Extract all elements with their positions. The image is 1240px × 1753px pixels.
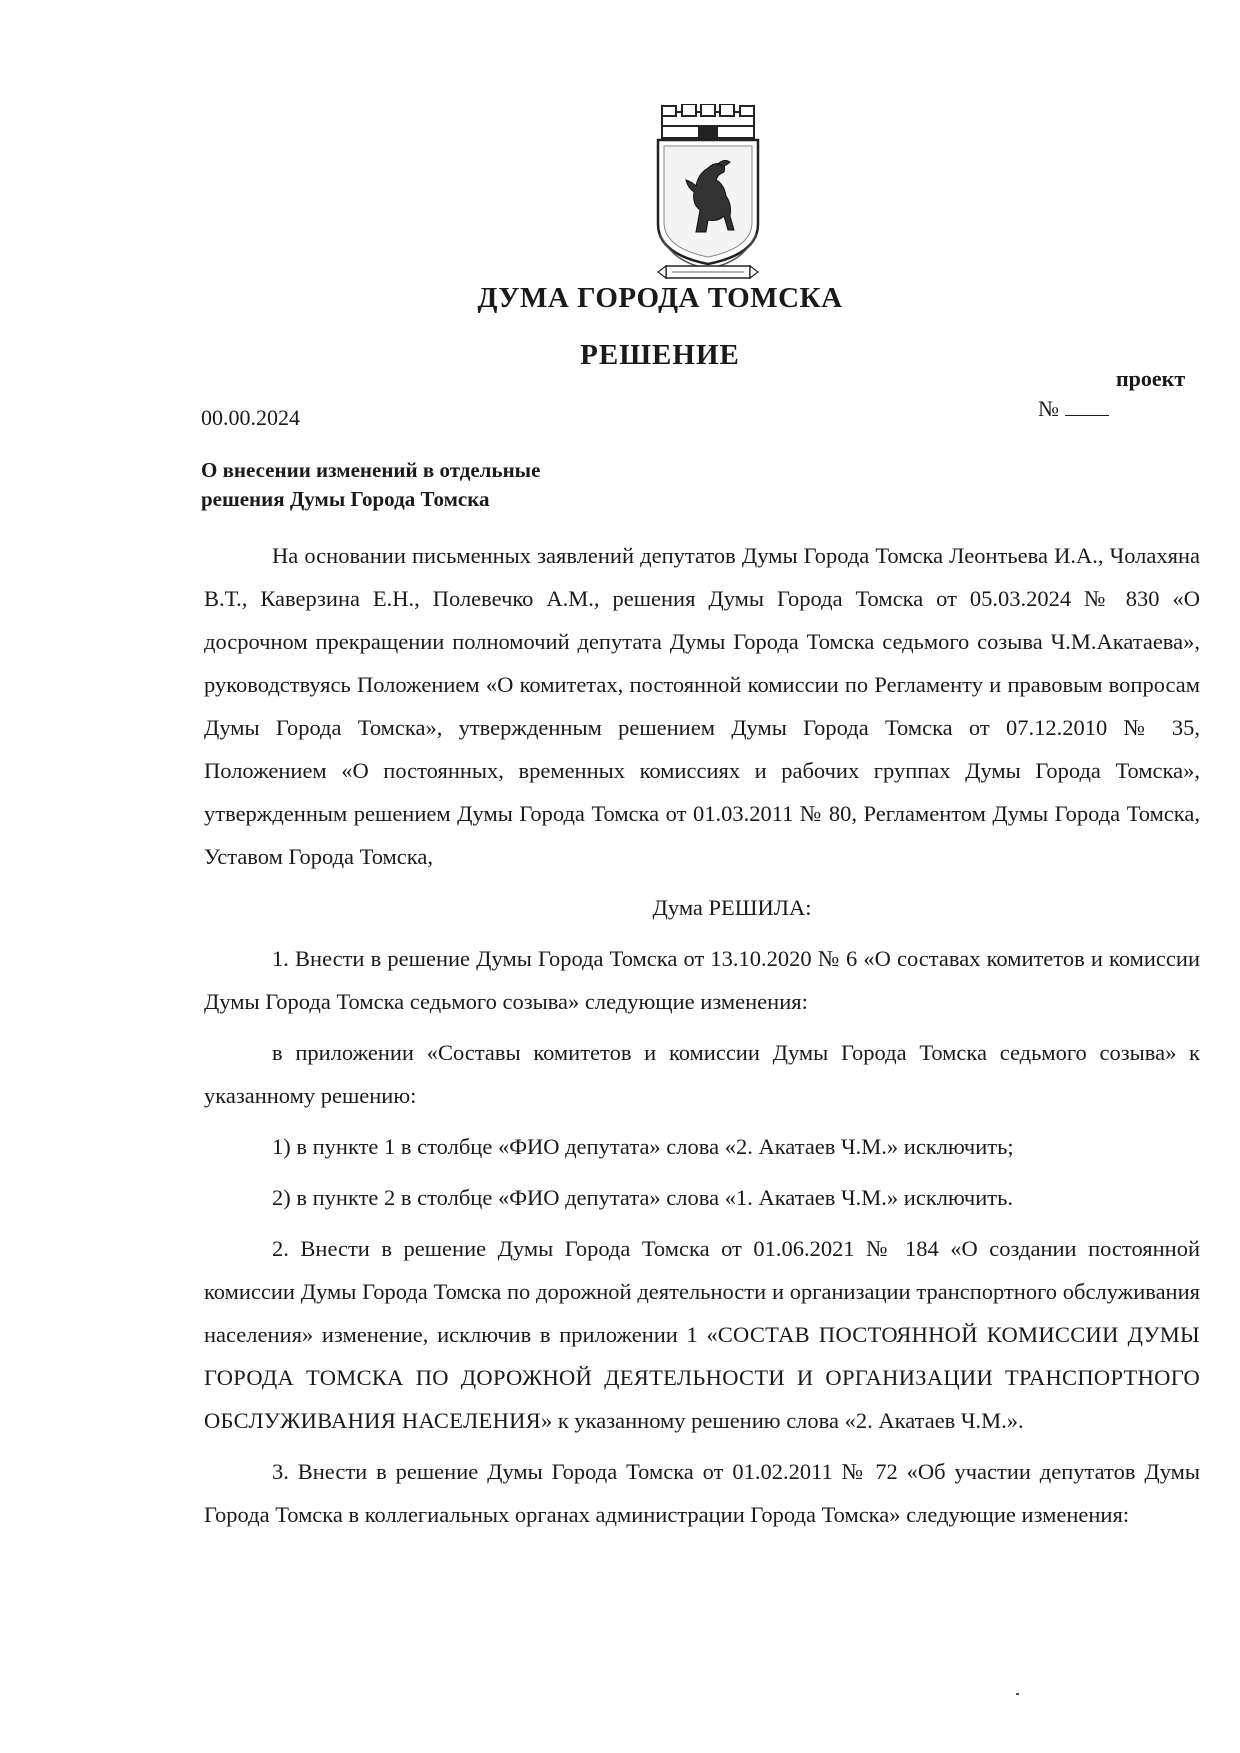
draft-mark: проект [1116,366,1186,391]
item-2-commission-title: СОСТАВ ПОСТОЯННОЙ КОМИССИИ ДУМЫ ГОРОДА ТОМСКА ПО ДОРОЖНОЙ ДЕЯТЕЛЬНОСТИ И ОРГАНИЗАЦИИ ТРАНСПОРТНОГО ОБСЛУЖИВАНИЯ НАСЕЛЕНИЯ [204,1322,1200,1433]
scan-speck [1016,1693,1019,1695]
item-2-text-end: » к указанному решению слова «2. Акатаев Ч.М.». [540,1408,1024,1433]
item-2-paragraph [204,1227,1200,1442]
tomsk-coat-of-arms-icon [652,104,764,284]
item-3-paragraph: 3. Внести в решение Думы Города Томска от 01.02.2011 № 72 «Об участии депутатов Думы Города Томска в коллегиальных органах администрации Города Томска» следующие изменения: [204,1459,1200,1527]
document-type-heading: РЕШЕНИЕ [580,339,740,371]
organization-title: ДУМА ГОРОДА ТОМСКА [477,282,843,314]
document-number [1038,396,1109,422]
resolved-heading: Дума РЕШИЛА: [652,895,812,920]
subject-line-2: решения Думы Города Томска [201,487,490,511]
document-date: 00.00.2024 [201,405,300,430]
document-subject [201,456,721,514]
item-1-sub-2-paragraph: 2) в пункте 2 в столбце «ФИО депутата» слова «1. Акатаев Ч.М.» исключить. [272,1185,1014,1210]
item-1-sub-1-paragraph: 1) в пункте 1 в столбце «ФИО депутата» слова «2. Акатаев Ч.М.» исключить; [272,1134,1014,1159]
document-number-blank [1065,397,1109,416]
subject-line-1: О внесении изменений в отдельные [201,458,541,482]
item-1-intro-paragraph: в приложении «Составы комитетов и комиссии Думы Города Томска седьмого созыва» к указанному решению: [204,1040,1200,1108]
item-1-paragraph: 1. Внести в решение Думы Города Томска от 13.10.2020 № 6 «О составах комитетов и комиссии Думы Города Томска седьмого созыва» следующие изменения: [204,946,1200,1014]
document-number-label: № [1038,396,1059,421]
item-2-text-start: 2. Внести в решение Думы Города Томска от 01.06.2021 № 184 «О создании постоянной комиссии Думы Города Томска по дорожной деятельности и организации транспортного обслуживания населения» изменение, исключив в приложении 1 « [204,1236,1200,1347]
document-body [204,534,1200,1536]
preamble-paragraph: На основании письменных заявлений депутатов Думы Города Томска Леонтьева И.А., Чолахяна В.Т., Каверзина Е.Н., Полевечко А.М., решения Думы Города Томска от 05.03.2024 № 830 «О досрочном прекращении полномочий депутата Думы Города Томска седьмого созыва Ч.М.Акатаева», руководствуясь Положением «О комитетах, постоянной комиссии по Регламенту и правовым вопросам Думы Города Томска», утвержденным решением Думы Города Томска от 07.12.2010 № 35, Положением «О постоянных, временных комиссиях и рабочих группах Думы Города Томска», утвержденным решением Думы Города Томска от 01.03.2011 № 80, Регламентом Думы Города Томска, Уставом Города Томска, [204,543,1200,869]
